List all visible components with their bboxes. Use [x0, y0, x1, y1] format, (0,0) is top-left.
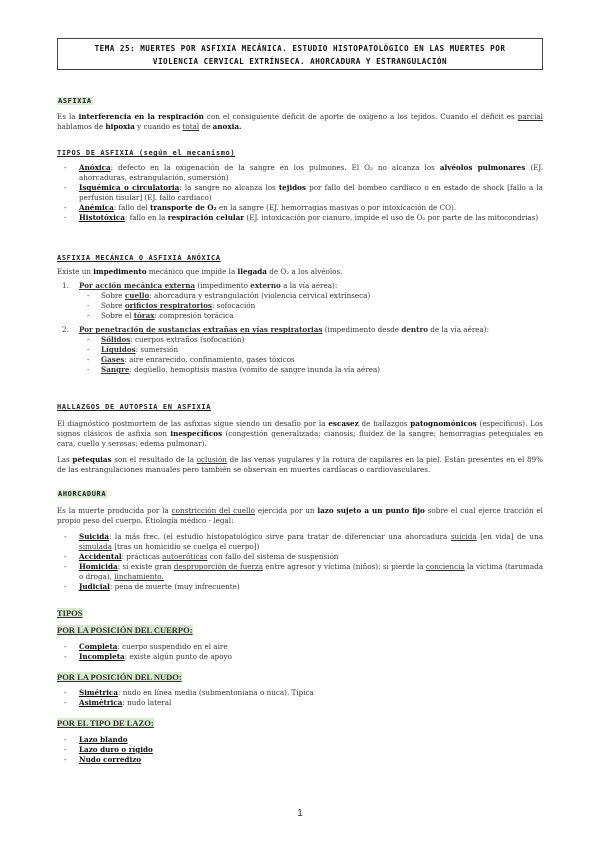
paragraph-hallazgos-1: El diagnóstico postmortem de las asfixias sigue siendo un desafío por la escasez de hallazgos patognomónicos (específicos). Los signos clásicos de asfixia son inespecíficos (congestión generalizada; cianosis; fluidez de la sangre; hemorragias petequiales en cara, cuello y serosas; edema pulmonar). — [57, 419, 543, 449]
list-item: - Anémica: fallo del transporte de O₂ en la sangre (EJ. hemorragias masivas o por intoxicación de CO). — [64, 203, 457, 212]
page-title — [57, 38, 543, 70]
list-posicion-cuerpo — [57, 642, 543, 662]
list-item: - Lazo duro o rígido — [64, 745, 153, 754]
list-posicion-nudo — [57, 688, 543, 708]
section-heading-asfixia: ASFIXIA — [58, 97, 92, 105]
paragraph-asfixia: Es la interferencia en la respiración con el consiguiente déficit de aporte de oxígeno a los tejidos. Cuando el déficit es parcial hablamos de hipoxia y cuando es total de anoxia. — [57, 112, 543, 132]
subheading-tipo-lazo: POR EL TIPO DE LAZO: — [57, 718, 154, 728]
paragraph-ahorcadura: Es la muerte producida por la constricción del cuello ejercida por un lazo sujeto a un punto fijo sobre el cual ejerce tracción el propio peso del cuerpo. Etiología médico - legal: — [57, 506, 543, 526]
list-tipos-asfixia — [57, 163, 543, 223]
subheading-posicion-cuerpo: POR LA POSICIÓN DEL CUERPO: — [57, 625, 193, 635]
list-item: - Suicida: la más frec. (el estudio histopatológico sirve para tratar de diferenciar una ahorcadura suicida [en vida] de una simulada [tras un homicidio se cuelga el cuerpo]) — [64, 532, 543, 551]
list-item: - Asimétrica: nudo lateral — [64, 698, 172, 707]
list-item: - Histotóxica: fallo en la respiración celular (EJ. intoxicación por cianuro, impide el uso de O₂ por parte de las mitocondrias) — [64, 213, 539, 222]
list-item: - Homicida: si existe gran desproporción de fuerza entre agresor y víctima (niños); si pierde la conciencia la víctima (tarumada o droga), linchamiento. — [64, 562, 543, 581]
list-ahorcadura — [57, 532, 543, 592]
list-subitem: - Sangre: degüello, hemoptisis masiva (vómito de sangre inunda la vía aérea) — [87, 365, 381, 374]
list-item: - Completa: cuerpo suspendido en el aire — [64, 642, 228, 651]
title-line-2: VIOLENCIA CERVICAL EXTRÍNSECA. AHORCADURA Y ESTRANGULACIÓN — [152, 57, 448, 66]
paragraph-asfixia-mecanica: Existe un impedimento mecánico que impide la llegada de O₂ a los alvéolos. — [57, 267, 343, 276]
list-item: - Accidental: prácticas autoeróticas con fallo del sistema de suspensión — [64, 552, 339, 561]
list-item: - Simétrica: nudo en línea media (submentoniana o nuca). Típica — [64, 688, 314, 697]
list-tipo-lazo — [57, 735, 543, 765]
list-item: - Nudo corredizo — [64, 755, 142, 764]
list-subitem: - Sobre el tórax: compresión torácica — [87, 311, 234, 320]
list-subitem: - Líquidos: sumersión — [87, 345, 179, 354]
list-asfixia-mecanica — [57, 281, 543, 375]
list-item: 1. Por acción mecánica externa (impedimento externo a la vía aérea): — [62, 281, 338, 290]
section-heading-ahorcadura: AHORCADURA — [58, 490, 107, 498]
list-subitem: - Gases: aire enrarecido, confinamiento, gases tóxicos — [87, 355, 295, 364]
page-number: 1 — [297, 808, 303, 819]
list-subitem: - Sobre orificios respiratorios: sofocación — [87, 301, 256, 310]
list-item: - Isquémica o circulatoria: la sangre no alcanza los tejidos por fallo del bombeo cardiaco o en estado de shock [fallo a la perfusión tisular] (EJ. fallo cardiaco) — [64, 183, 543, 202]
section-heading-tipos-asfixia: TIPOS DE ASFIXIA (según el mecanismo) — [57, 149, 236, 157]
list-item: 2. Por penetración de sustancias extrañas en vías respiratorias (impedimento desde dentro de la vía aérea): — [62, 325, 490, 334]
list-subitem: - Sobre cuello: ahorcadura y estrangulación (violencia cervical extrínseca) — [87, 291, 371, 300]
title-line-1: TEMA 25: MUERTES POR ASFIXIA MECÁNICA. ESTUDIO HISTOPATOLÓGICO EN LAS MUERTES POR — [94, 44, 506, 53]
list-subitem: - Sólidos: cuerpos extraños (sofocación) — [87, 335, 245, 344]
list-item: - Lazo blando — [64, 735, 128, 744]
paragraph-hallazgos-2: Las petequias son el resultado de la oclusión de las venas yugulares y la rotura de capilares en la piel. Están presentes en el 89% de las estrangulaciones manuales pero también se observan en muertes cardíacas o cardiovasculares. — [57, 455, 543, 475]
list-item: - Judicial: pena de muerte (muy infrecuente) — [64, 582, 240, 591]
section-heading-asfixia-mecanica: ASFIXIA MECÁNICA O ASFIXIA ANÓXICA — [57, 254, 221, 262]
list-item: - Anóxica: defecto en la oxigenación de la sangre en los pulmones. El O₂ no alcanza los alvéolos pulmonares (EJ. ahorcaduras, estrangulación, sumersión) — [64, 163, 543, 182]
section-heading-hallazgos: HALLAZGOS DE AUTOPSIA EN ASFIXIA — [57, 403, 212, 411]
section-heading-tipos: TIPOS — [57, 608, 83, 618]
subheading-posicion-nudo: POR LA POSICIÓN DEL NUDO: — [57, 672, 182, 682]
list-item: - Incompleta: existe algún punto de apoyo — [64, 652, 232, 661]
